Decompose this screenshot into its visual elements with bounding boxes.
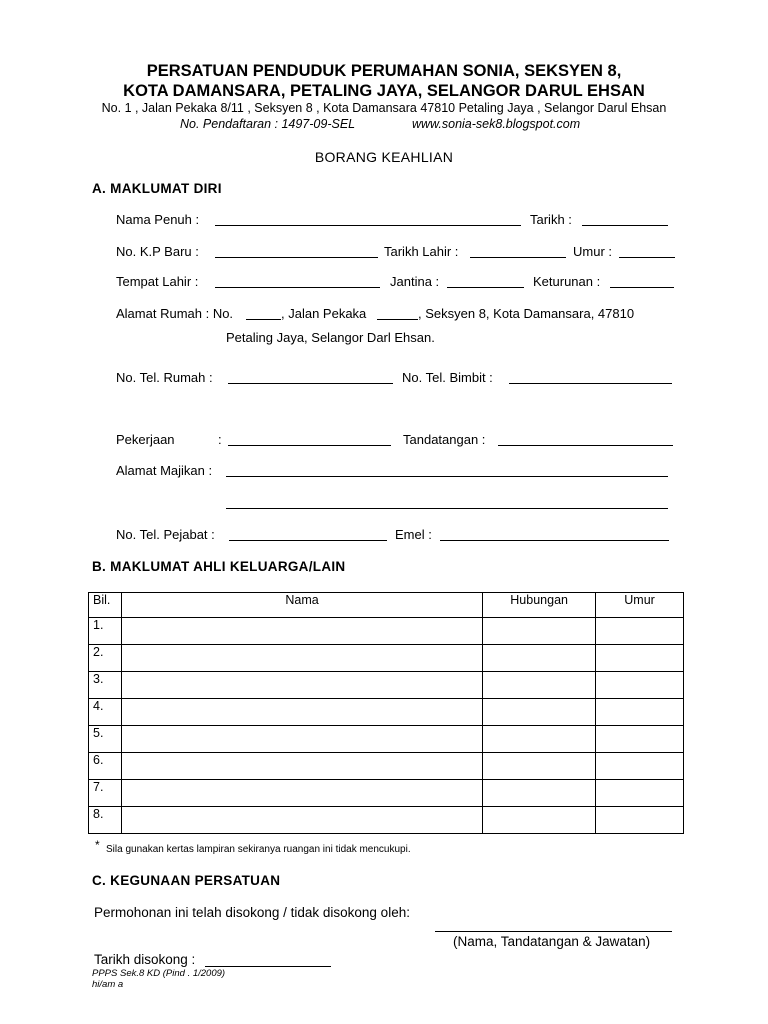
col-umur-header: Umur bbox=[596, 593, 684, 618]
tarikh-label: Tarikh : bbox=[530, 212, 572, 227]
umur-field[interactable] bbox=[619, 257, 675, 258]
nama-cell[interactable] bbox=[121, 807, 482, 834]
nama-cell[interactable] bbox=[121, 699, 482, 726]
hubungan-cell[interactable] bbox=[483, 726, 596, 753]
tandatangan-label: Tandatangan : bbox=[403, 432, 486, 447]
table-row bbox=[89, 618, 684, 645]
tarikh-disokong-label: Tarikh disokong : bbox=[94, 952, 196, 967]
table-row bbox=[89, 672, 684, 699]
row-number: 5. bbox=[89, 726, 122, 753]
table-row bbox=[89, 726, 684, 753]
alamat-rumah-label: Alamat Rumah : No. bbox=[116, 306, 234, 321]
section-c-heading: C. KEGUNAAN PERSATUAN bbox=[92, 873, 281, 888]
tel-rumah-field[interactable] bbox=[228, 383, 393, 384]
nama-cell[interactable] bbox=[121, 645, 482, 672]
keturunan-field[interactable] bbox=[610, 287, 674, 288]
alamat-jalan-text: , Jalan Pekaka bbox=[281, 306, 367, 321]
family-table bbox=[88, 592, 684, 834]
table-row bbox=[89, 645, 684, 672]
umur-cell[interactable] bbox=[596, 618, 684, 645]
pekerjaan-field[interactable] bbox=[228, 445, 391, 446]
no-kp-field[interactable] bbox=[215, 257, 378, 258]
nama-penuh-label: Nama Penuh : bbox=[116, 212, 200, 227]
form-title: BORANG KEAHLIAN bbox=[314, 149, 454, 165]
row-number: 2. bbox=[89, 645, 122, 672]
org-address: No. 1 , Jalan Pekaka 8/11 , Seksyen 8 , Kota Damansara 47810 Petaling Jaya , Selangor Darul Ehsan bbox=[101, 101, 667, 115]
alamat-seksyen-text: , Seksyen 8, Kota Damansara, 47810 bbox=[418, 306, 635, 321]
table-row bbox=[89, 753, 684, 780]
umur-cell[interactable] bbox=[596, 726, 684, 753]
supporter-signature-field[interactable] bbox=[435, 931, 672, 932]
hubungan-cell[interactable] bbox=[483, 780, 596, 807]
row-number: 1. bbox=[89, 618, 122, 645]
pekerjaan-colon: : bbox=[218, 432, 222, 447]
emel-label: Emel : bbox=[395, 527, 432, 542]
alamat-line2: Petaling Jaya, Selangor Darl Ehsan. bbox=[226, 330, 435, 345]
row-number: 6. bbox=[89, 753, 122, 780]
col-hubungan-header: Hubungan bbox=[483, 593, 596, 618]
emel-field[interactable] bbox=[440, 540, 669, 541]
alamat-jalan-field[interactable] bbox=[377, 319, 418, 320]
umur-label: Umur : bbox=[573, 244, 612, 259]
org-name-line1: PERSATUAN PENDUDUK PERUMAHAN SONIA, SEKSYEN 8, bbox=[146, 62, 622, 80]
pekerjaan-label: Pekerjaan bbox=[116, 432, 175, 447]
hubungan-cell[interactable] bbox=[483, 618, 596, 645]
website: www.sonia-sek8.blogspot.com bbox=[412, 117, 581, 131]
umur-cell[interactable] bbox=[596, 807, 684, 834]
tel-pejabat-label: No. Tel. Pejabat : bbox=[116, 527, 215, 542]
hubungan-cell[interactable] bbox=[483, 672, 596, 699]
tarikh-lahir-label: Tarikh Lahir : bbox=[384, 244, 459, 259]
alamat-majikan-field-2[interactable] bbox=[226, 508, 668, 509]
hubungan-cell[interactable] bbox=[483, 699, 596, 726]
col-bil-header: Bil. bbox=[89, 593, 122, 618]
table-header-row bbox=[89, 593, 684, 618]
table-row bbox=[89, 780, 684, 807]
form-reference: PPPS Sek.8 KD (Pind . 1/2009) bbox=[92, 968, 226, 979]
alamat-no-field[interactable] bbox=[246, 319, 281, 320]
tarikh-lahir-field[interactable] bbox=[470, 257, 566, 258]
umur-cell[interactable] bbox=[596, 699, 684, 726]
row-number: 7. bbox=[89, 780, 122, 807]
row-number: 4. bbox=[89, 699, 122, 726]
tempat-lahir-field[interactable] bbox=[215, 287, 380, 288]
umur-cell[interactable] bbox=[596, 753, 684, 780]
hubungan-cell[interactable] bbox=[483, 753, 596, 780]
col-nama-header: Nama bbox=[121, 593, 482, 618]
tel-pejabat-field[interactable] bbox=[229, 540, 387, 541]
table-note: Sila gunakan kertas lampiran sekiranya ruangan ini tidak mencukupi. bbox=[106, 844, 411, 855]
umur-cell[interactable] bbox=[596, 780, 684, 807]
org-name-line2: KOTA DAMANSARA, PETALING JAYA, SELANGOR DARUL EHSAN bbox=[123, 82, 645, 100]
tel-rumah-label: No. Tel. Rumah : bbox=[116, 370, 213, 385]
tempat-lahir-label: Tempat Lahir : bbox=[116, 274, 199, 289]
note-asterisk: * bbox=[95, 838, 100, 852]
signature-caption: (Nama, Tandatangan & Jawatan) bbox=[453, 934, 651, 949]
nama-cell[interactable] bbox=[121, 753, 482, 780]
keturunan-label: Keturunan : bbox=[533, 274, 601, 289]
nama-cell[interactable] bbox=[121, 672, 482, 699]
jantina-label: Jantina : bbox=[390, 274, 440, 289]
alamat-majikan-label: Alamat Majikan : bbox=[116, 463, 213, 478]
no-kp-label: No. K.P Baru : bbox=[116, 244, 199, 259]
initials: hi/am a bbox=[92, 979, 124, 990]
row-number: 3. bbox=[89, 672, 122, 699]
registration-number: No. Pendaftaran : 1497-09-SEL bbox=[180, 117, 356, 131]
support-text: Permohonan ini telah disokong / tidak disokong oleh: bbox=[94, 905, 410, 920]
section-b-heading: B. MAKLUMAT AHLI KELUARGA/LAIN bbox=[92, 559, 346, 574]
nama-cell[interactable] bbox=[121, 780, 482, 807]
nama-penuh-field[interactable] bbox=[215, 225, 521, 226]
row-number: 8. bbox=[89, 807, 122, 834]
alamat-majikan-field-1[interactable] bbox=[226, 476, 668, 477]
section-a-heading: A. MAKLUMAT DIRI bbox=[92, 181, 222, 196]
tel-bimbit-field[interactable] bbox=[509, 383, 672, 384]
umur-cell[interactable] bbox=[596, 672, 684, 699]
jantina-field[interactable] bbox=[447, 287, 524, 288]
tarikh-field[interactable] bbox=[582, 225, 668, 226]
hubungan-cell[interactable] bbox=[483, 807, 596, 834]
nama-cell[interactable] bbox=[121, 618, 482, 645]
tandatangan-field[interactable] bbox=[498, 445, 673, 446]
hubungan-cell[interactable] bbox=[483, 645, 596, 672]
table-row bbox=[89, 807, 684, 834]
tel-bimbit-label: No. Tel. Bimbit : bbox=[402, 370, 493, 385]
nama-cell[interactable] bbox=[121, 726, 482, 753]
tarikh-disokong-field[interactable] bbox=[205, 966, 331, 967]
table-row bbox=[89, 699, 684, 726]
umur-cell[interactable] bbox=[596, 645, 684, 672]
